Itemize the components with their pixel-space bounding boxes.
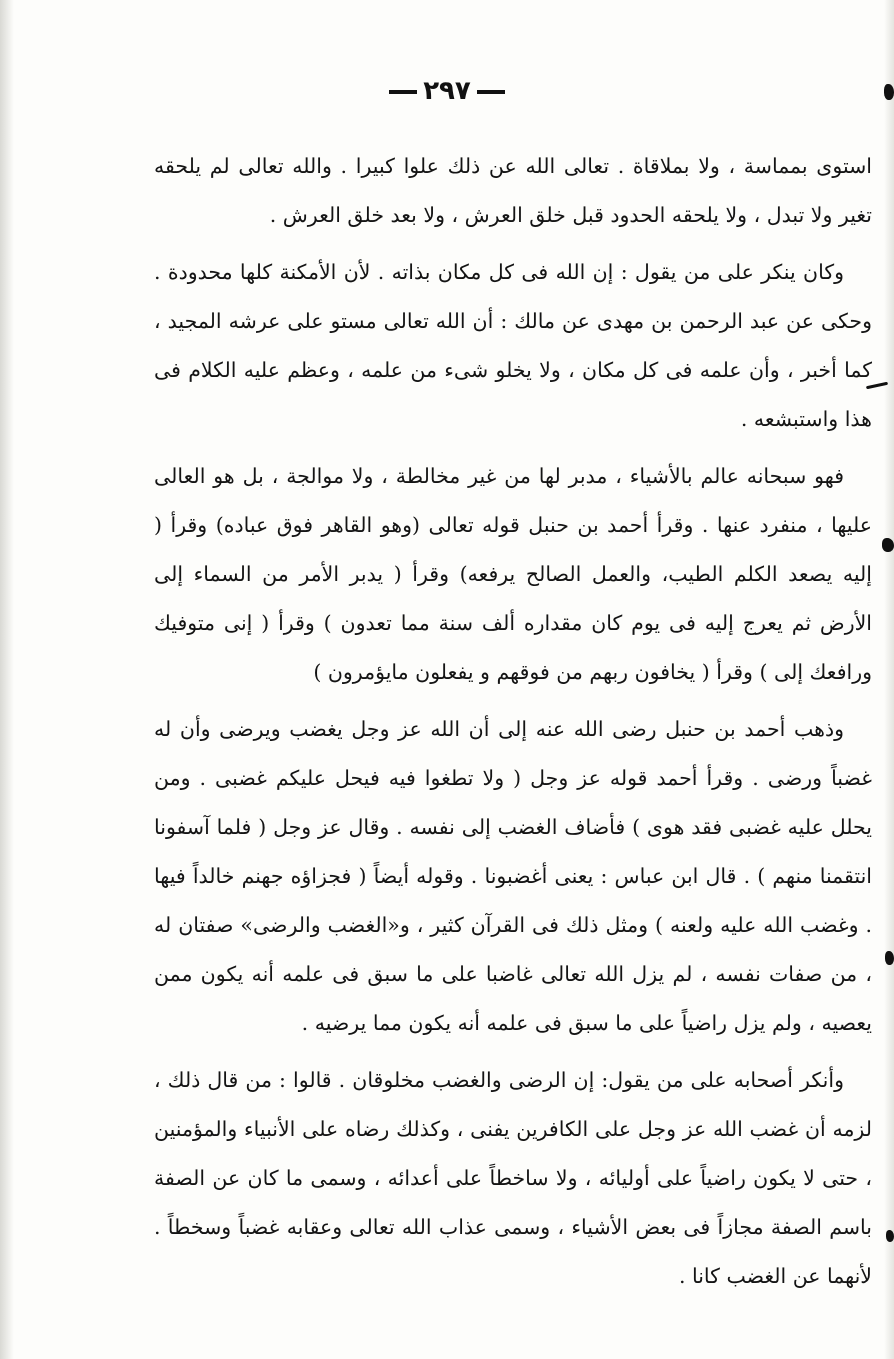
ink-blot-mark [882,538,894,552]
paragraph-5: وأنكر أصحابه على من يقول: إن الرضى والغضب مخلوقان . قالوا : من قال ذلك ، لزمه أن غضب الله عز وجل على الكافرين يفنى ، وكذلك رضاه على الأنبياء والمؤمنين ، حتى لا يكون راضياً على أوليائه ، ولا ساخطاً على أعدائه ، وسمى ما كان عن الصفة باسم الصفة مجازاً فى بعض الأشياء ، وسمى عذاب الله تعالى وعقابه غضباً وسخطاً . لأنهما عن الغضب كانا . [154,1068,872,1288]
page-number-header [0,76,894,106]
body-text [154,142,872,1301]
page-number-dash-right [477,90,505,94]
page-edge-shadow [884,0,894,1359]
paragraph-1: استوى بمماسة ، ولا بملاقاة . تعالى الله عن ذلك علوا كبيرا . والله تعالى لم يلحقه تغير ولا تبدل ، ولا يلحقه الحدود قبل خلق العرش ، ولا بعد خلق العرش . [154,154,872,227]
page-number: ٢٩٧ [423,76,471,106]
binding-shadow [0,0,14,1359]
ink-blot-mark [884,84,894,100]
page-number-dash-left [389,90,417,94]
ink-blot-mark [886,1230,894,1242]
ink-blot-mark [885,951,894,965]
paragraph-3: فهو سبحانه عالم بالأشياء ، مدبر لها من غير مخالطة ، ولا موالجة ، بل هو العالى عليها ، منفرد عنها . وقرأ أحمد بن حنبل قوله تعالى (وهو القاهر فوق عباده) وقرأ ( إليه يصعد الكلم الطيب، والعمل الصالح يرفعه) وقرأ ( يدبر الأمر من السماء إلى الأرض ثم يعرج إليه فى يوم كان مقداره ألف سنة مما تعدون ) وقرأ ( إنى متوفيك ورافعك إلى ) وقرأ ( يخافون ربهم من فوقهم و يفعلون مايؤمرون ) [154,464,872,684]
paragraph-4: وذهب أحمد بن حنبل رضى الله عنه إلى أن الله عز وجل يغضب ويرضى وأن له غضباً ورضى . وقرأ أحمد قوله عز وجل ( ولا تطغوا فيه فيحل عليكم غضبى . ومن يحلل عليه غضبى فقد هوى ) فأضاف الغضب إلى نفسه . وقال عز وجل ( فلما آسفونا انتقمنا منهم ) . قال ابن عباس : يعنى أغضبونا . وقوله أيضاً ( فجزاؤه جهنم خالداً فيها . وغضب الله عليه ولعنه ) ومثل ذلك فى القرآن كثير ، و«الغضب والرضى» صفتان له ، من صفات نفسه ، لم يزل الله تعالى غاضبا على ما سبق فى علمه أنه يكون ممن يعصيه ، ولم يزل راضياً على ما سبق فى علمه أنه يكون مما يرضيه . [154,717,872,1035]
paragraph-2: وكان ينكر على من يقول : إن الله فى كل مكان بذاته . لأن الأمكنة كلها محدودة . وحكى عن عبد الرحمن بن مهدى عن مالك : أن الله تعالى مستو على عرشه المجيد ، كما أخبر ، وأن علمه فى كل مكان ، ولا يخلو شىء من علمه ، وعظم عليه الكلام فى هذا واستبشعه . [154,260,872,431]
